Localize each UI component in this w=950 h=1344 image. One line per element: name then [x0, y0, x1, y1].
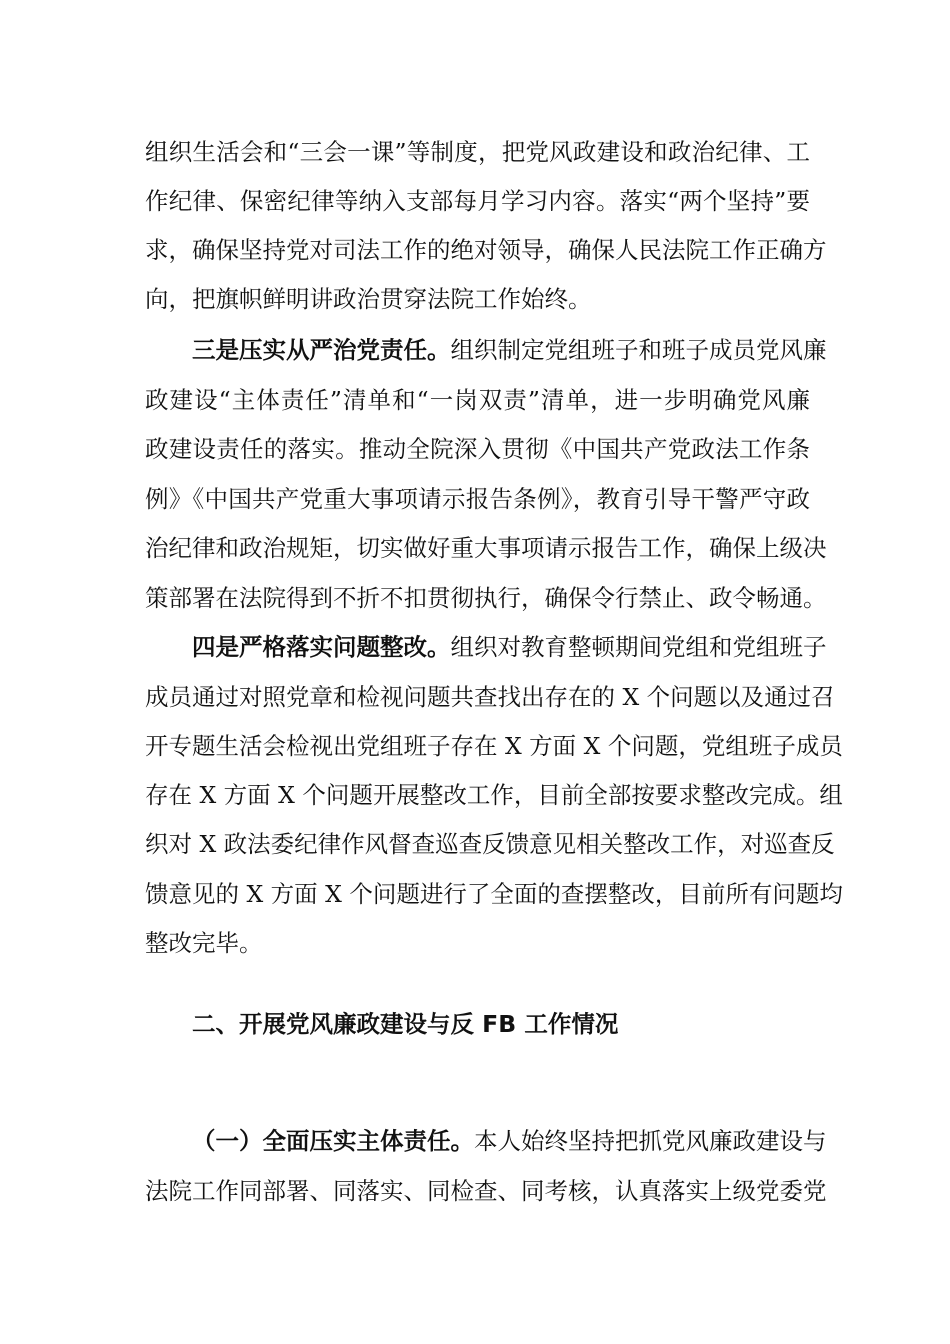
- paragraph-text: 组织制定党组班子和班子成员党风廉: [450, 336, 827, 364]
- paragraph-lead: （一）全面压实主体责任。: [192, 1127, 474, 1155]
- paragraph-line: 治纪律和政治规矩，切实做好重大事项请示报告工作，确保上级决: [145, 534, 827, 562]
- paragraph-line: 政建设“主体责任”清单和“一岗双责”清单，进一步明确党风廉: [145, 386, 810, 414]
- paragraph-line: 组织生活会和“三会一课”等制度，把党风政建设和政治纪律、工: [145, 138, 810, 166]
- paragraph-line: 存在 X 方面 X 个问题开展整改工作，目前全部按要求整改完成。组: [145, 781, 843, 809]
- paragraph-text: 组织对教育整顿期间党组和党组班子: [450, 633, 827, 661]
- paragraph-line: 织对 X 政法委纪律作风督查巡查反馈意见相关整改工作，对巡查反: [145, 830, 835, 858]
- paragraph-line: 策部署在法院得到不折不扣贯彻执行，确保令行禁止、政令畅通。: [145, 584, 827, 612]
- paragraph-text: 本人始终坚持把抓党风廉政建设与: [474, 1127, 827, 1155]
- paragraph-line: 政建设责任的落实。推动全院深入贯彻《中国共产党政法工作条: [145, 435, 810, 463]
- paragraph-line: 开专题生活会检视出党组班子存在 X 方面 X 个问题，党组班子成员: [145, 732, 843, 760]
- paragraph-first-line: [192, 326, 827, 375]
- paragraph-line: 成员通过对照党章和检视问题共查找出存在的 X 个问题以及通过召: [145, 683, 835, 711]
- section-heading: 二、开展党风廉政建设与反 FB 工作情况: [192, 1010, 619, 1038]
- paragraph-lead: 三是压实从严治党责任。: [192, 336, 451, 364]
- paragraph-line: 向，把旗帜鲜明讲政治贯穿法院工作始终。: [145, 285, 592, 313]
- paragraph-line: 作纪律、保密纪律等纳入支部每月学习内容。落实“两个坚持”要: [145, 187, 810, 215]
- paragraph-first-line: [192, 1117, 827, 1166]
- paragraph-first-line: [192, 623, 827, 672]
- paragraph-line: 整改完毕。: [145, 929, 263, 957]
- paragraph-line: 馈意见的 X 方面 X 个问题进行了全面的查摆整改，目前所有问题均: [145, 880, 843, 908]
- paragraph-line: 例》《中国共产党重大事项请示报告条例》，教育引导干警严守政: [145, 485, 810, 513]
- paragraph-line: 法院工作同部署、同落实、同检查、同考核，认真落实上级党委党: [145, 1177, 827, 1205]
- paragraph-lead: 四是严格落实问题整改。: [192, 633, 451, 661]
- paragraph-line: 求，确保坚持党对司法工作的绝对领导，确保人民法院工作正确方: [145, 236, 827, 264]
